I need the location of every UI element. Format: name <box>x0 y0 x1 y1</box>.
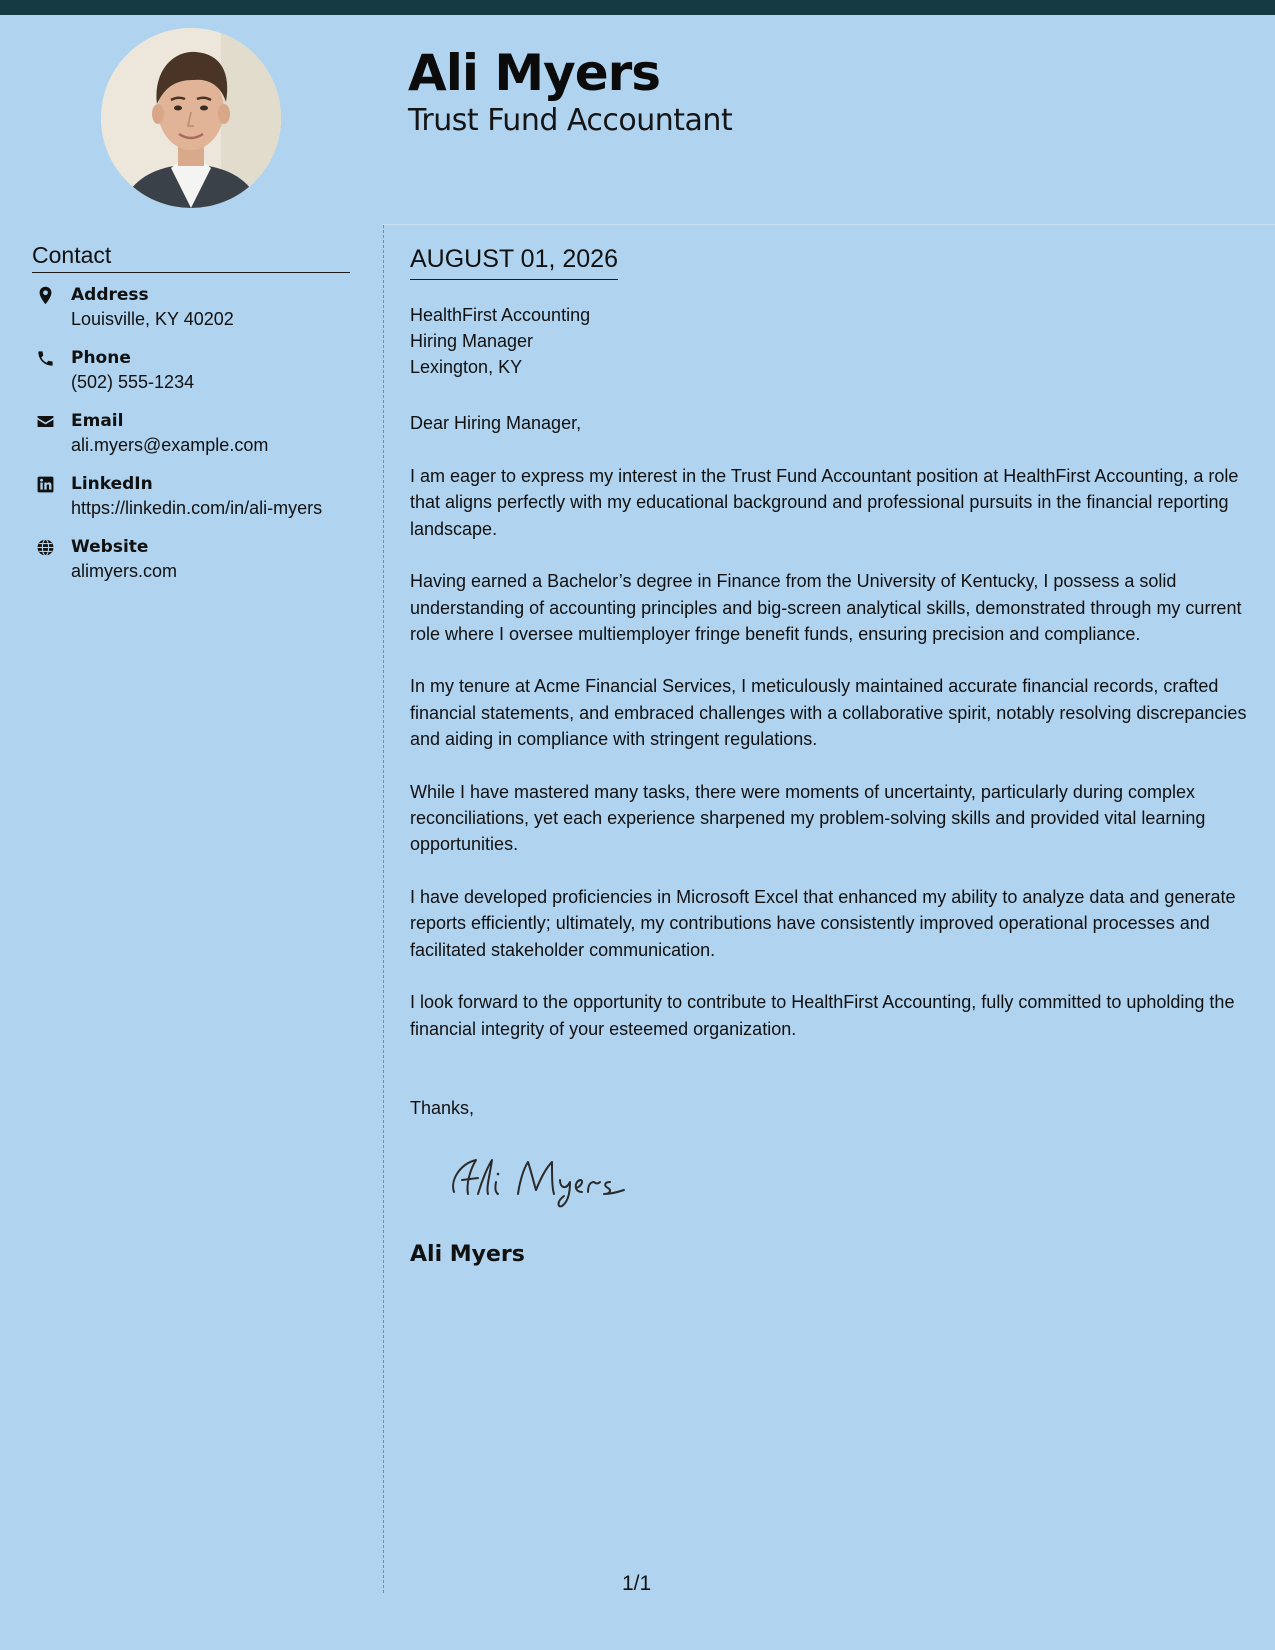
header-name: Ali Myers <box>408 44 661 102</box>
contact-value: (502) 555-1234 <box>71 372 195 392</box>
recipient-contact: Hiring Manager <box>410 331 534 351</box>
letter-paragraph: I have developed proficiencies in Microsoft Excel that enhanced my ability to analyze data and generate reports efficiently; ultimately, my contributions have consistently improved operational processes and facilitated stakeholder communication. <box>410 886 1236 960</box>
handwritten-signature <box>448 1150 638 1215</box>
letter-closing: Thanks, <box>410 1098 475 1118</box>
phone-icon <box>36 349 55 368</box>
globe-icon <box>36 538 55 557</box>
contact-heading: Contact <box>32 240 350 273</box>
letter-paragraph: While I have mastered many tasks, there were moments of uncertainty, particularly during complex reconciliations, yet each experience sharpened my problem-solving skills and provided vital learning opportunities. <box>410 781 1206 855</box>
contact-item-linkedin <box>32 472 362 535</box>
letter-paragraph: Having earned a Bachelor’s degree in Finance from the University of Kentucky, I possess a solid understanding of accounting principles and big-screen analytical skills, demonstrated through my current role where I oversee multiemployer fringe benefit funds, ensuring precision and compliance. <box>410 571 1242 645</box>
letter-paragraph: In my tenure at Acme Financial Services, I meticulously maintained accurate financial records, crafted financial statements, and embraced challenges with a collaborative spirit, notably resolving discrepancies and aiding in compliance with stringent regulations. <box>410 676 1247 750</box>
letter-paragraph: I look forward to the opportunity to contribute to HealthFirst Accounting, fully committed to upholding the financial integrity of your esteemed organization. <box>410 992 1235 1039</box>
contact-label: Website <box>71 537 149 557</box>
column-divider <box>383 225 384 1593</box>
contact-label: Address <box>71 285 149 305</box>
letter-body <box>410 463 1255 1068</box>
contact-value[interactable]: alimyers.com <box>71 561 178 581</box>
letter-paragraph: I am eager to express my interest in the Trust Fund Accountant position at HealthFirst Accounting, a role that aligns perfectly with my educational background and professional pursuits in the financial reporting landscape. <box>410 466 1239 539</box>
linkedin-icon <box>36 475 55 494</box>
page-number: 1/1 <box>622 1572 652 1595</box>
recipient-block <box>410 302 590 380</box>
contact-item-phone <box>32 346 362 409</box>
contact-item-email <box>32 409 362 472</box>
contact-label: Phone <box>71 348 131 368</box>
signed-name: Ali Myers <box>410 1242 525 1267</box>
contact-item-address <box>32 283 362 346</box>
letter-greeting: Dear Hiring Manager, <box>410 413 582 433</box>
recipient-location: Lexington, KY <box>410 357 523 377</box>
contact-value: Louisville, KY 40202 <box>71 309 234 329</box>
contact-value: ali.myers@example.com <box>71 435 269 455</box>
envelope-icon <box>36 412 55 431</box>
letter-date: AUGUST 01, 2026 <box>410 243 618 280</box>
contact-value[interactable]: https://linkedin.com/in/ali-myers <box>71 498 323 518</box>
recipient-company: HealthFirst Accounting <box>410 305 591 325</box>
contact-list <box>32 283 362 598</box>
profile-photo <box>101 28 281 208</box>
map-pin-icon <box>36 286 55 305</box>
header-divider <box>382 224 1275 225</box>
contact-label: Email <box>71 411 124 431</box>
top-accent-bar <box>0 0 1275 15</box>
contact-label: LinkedIn <box>71 474 153 494</box>
contact-item-website <box>32 535 362 598</box>
header-job-title: Trust Fund Accountant <box>408 103 733 138</box>
